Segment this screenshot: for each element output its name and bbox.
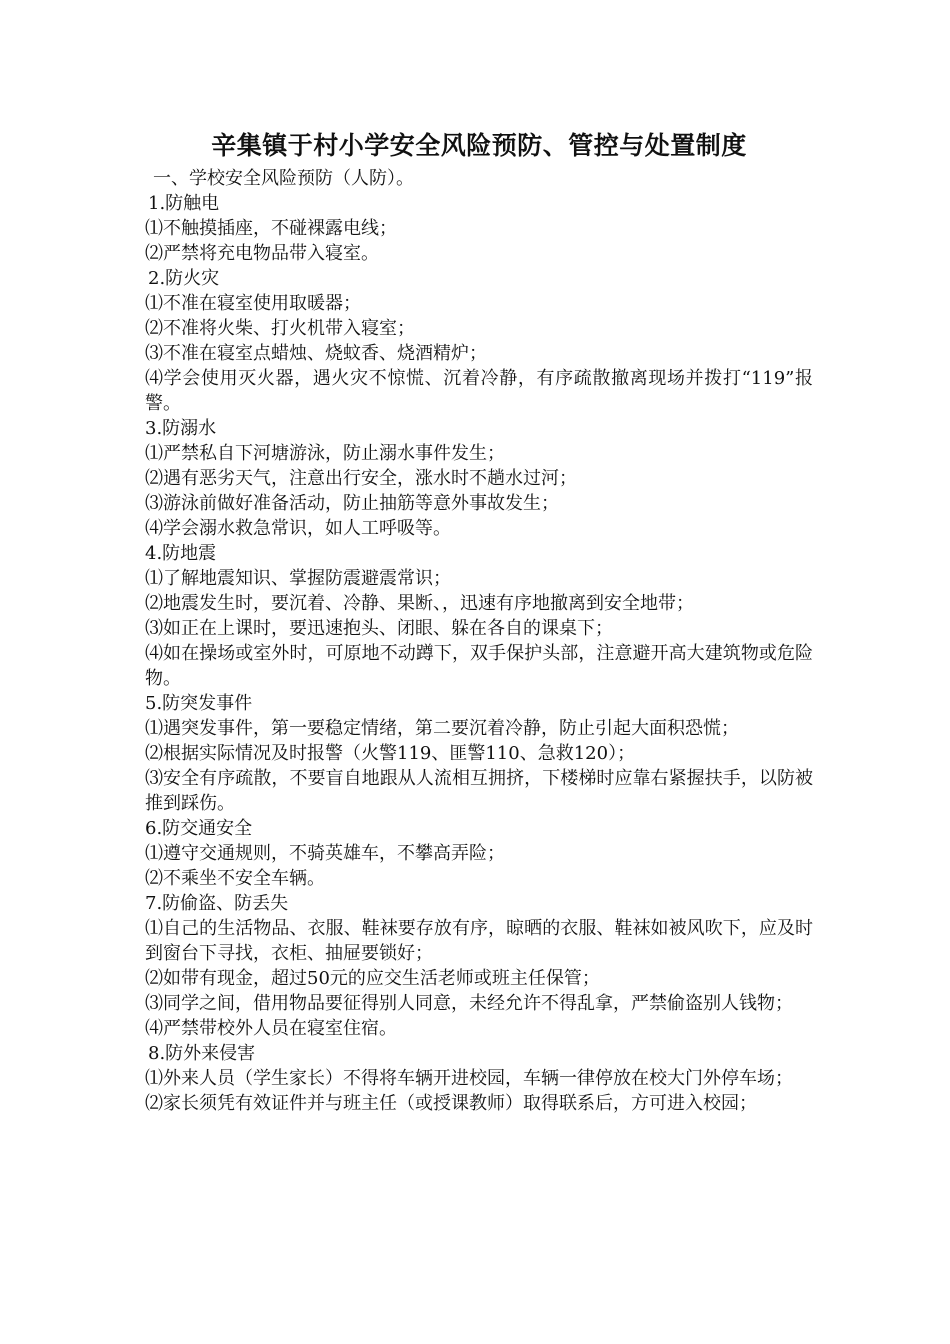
list-item: ⑴不触摸插座，不碰裸露电线；	[145, 218, 397, 239]
document-page	[145, 128, 813, 1116]
list-item: ⑶同学之间，借用物品要征得别人同意，未经允许不得乱拿，严禁偷盗别人钱物；	[145, 993, 793, 1014]
list-item: ⑷学会溺水救急常识，如人工呼吸等。	[145, 518, 451, 539]
list-item: ⑵遇有恶劣天气，注意出行安全，涨水时不趟水过河；	[145, 468, 577, 489]
subsection-heading: 1.防触电	[148, 193, 220, 214]
list-item: ⑴遵守交通规则，不骑英雄车，不攀高弄险；	[145, 843, 505, 864]
list-item: ⑴自己的生活物品、衣服、鞋袜要存放有序，晾晒的衣服、鞋袜如被风吹下，应及时到窗台下寻找，衣柜、抽屉要锁好；	[145, 918, 813, 964]
list-item: ⑶游泳前做好准备活动，防止抽筋等意外事故发生；	[145, 493, 559, 514]
list-item: ⑷学会使用灭火器，遇火灾不惊慌、沉着冷静，有序疏散撤离现场并拨打“119”报警。	[145, 368, 813, 414]
subsection-heading: 4.防地震	[145, 543, 217, 564]
list-item: ⑵地震发生时，要沉着、冷静、果断、，迅速有序地撤离到安全地带；	[145, 593, 694, 614]
list-item: ⑴外来人员（学生家长）不得将车辆开进校园，车辆一律停放在校大门外停车场；	[145, 1068, 793, 1089]
document-title: 辛集镇于村小学安全风险预防、管控与处置制度	[211, 131, 747, 160]
list-item: ⑷严禁带校外人员在寝室住宿。	[145, 1018, 397, 1039]
list-item: ⑵不乘坐不安全车辆。	[145, 868, 325, 889]
list-item: ⑶不准在寝室点蜡烛、烧蚊香、烧酒精炉；	[145, 343, 487, 364]
subsection-heading: 8.防外来侵害	[148, 1043, 256, 1064]
list-item: ⑴不准在寝室使用取暖器；	[145, 293, 361, 314]
list-item: ⑵严禁将充电物品带入寝室。	[145, 243, 379, 264]
section-heading: 一、学校安全风险预防（人防）。	[153, 168, 414, 189]
subsection-heading: 3.防溺水	[145, 418, 217, 439]
list-item: ⑴严禁私自下河塘游泳，防止溺水事件发生；	[145, 443, 505, 464]
list-item: ⑵如带有现金，超过50元的应交生活老师或班主任保管；	[145, 968, 600, 989]
list-item: ⑵家长须凭有效证件并与班主任（或授课教师）取得联系后，方可进入校园；	[145, 1093, 757, 1114]
list-item: ⑶如正在上课时，要迅速抱头、闭眼、躲在各自的课桌下；	[145, 618, 613, 639]
list-item: ⑵根据实际情况及时报警（火警119、匪警110、急救120）；	[145, 743, 636, 764]
list-item: ⑶安全有序疏散，不要盲自地跟从人流相互拥挤，下楼梯时应靠右紧握扶手，以防被推到踩伤。	[145, 768, 813, 814]
subsection-heading: 7.防偷盗、防丢失	[145, 893, 289, 914]
subsection-heading: 2.防火灾	[148, 268, 220, 289]
list-item: ⑴遇突发事件，第一要稳定情绪，第二要沉着冷静，防止引起大面积恐慌；	[145, 718, 739, 739]
list-item: ⑷如在操场或室外时，可原地不动蹲下，双手保护头部，注意避开高大建筑物或危险物。	[145, 643, 813, 689]
list-item: ⑴了解地震知识、掌握防震避震常识；	[145, 568, 451, 589]
subsection-heading: 5.防突发事件	[145, 693, 253, 714]
list-item: ⑵不准将火柴、打火机带入寝室；	[145, 318, 415, 339]
subsection-heading: 6.防交通安全	[145, 818, 253, 839]
